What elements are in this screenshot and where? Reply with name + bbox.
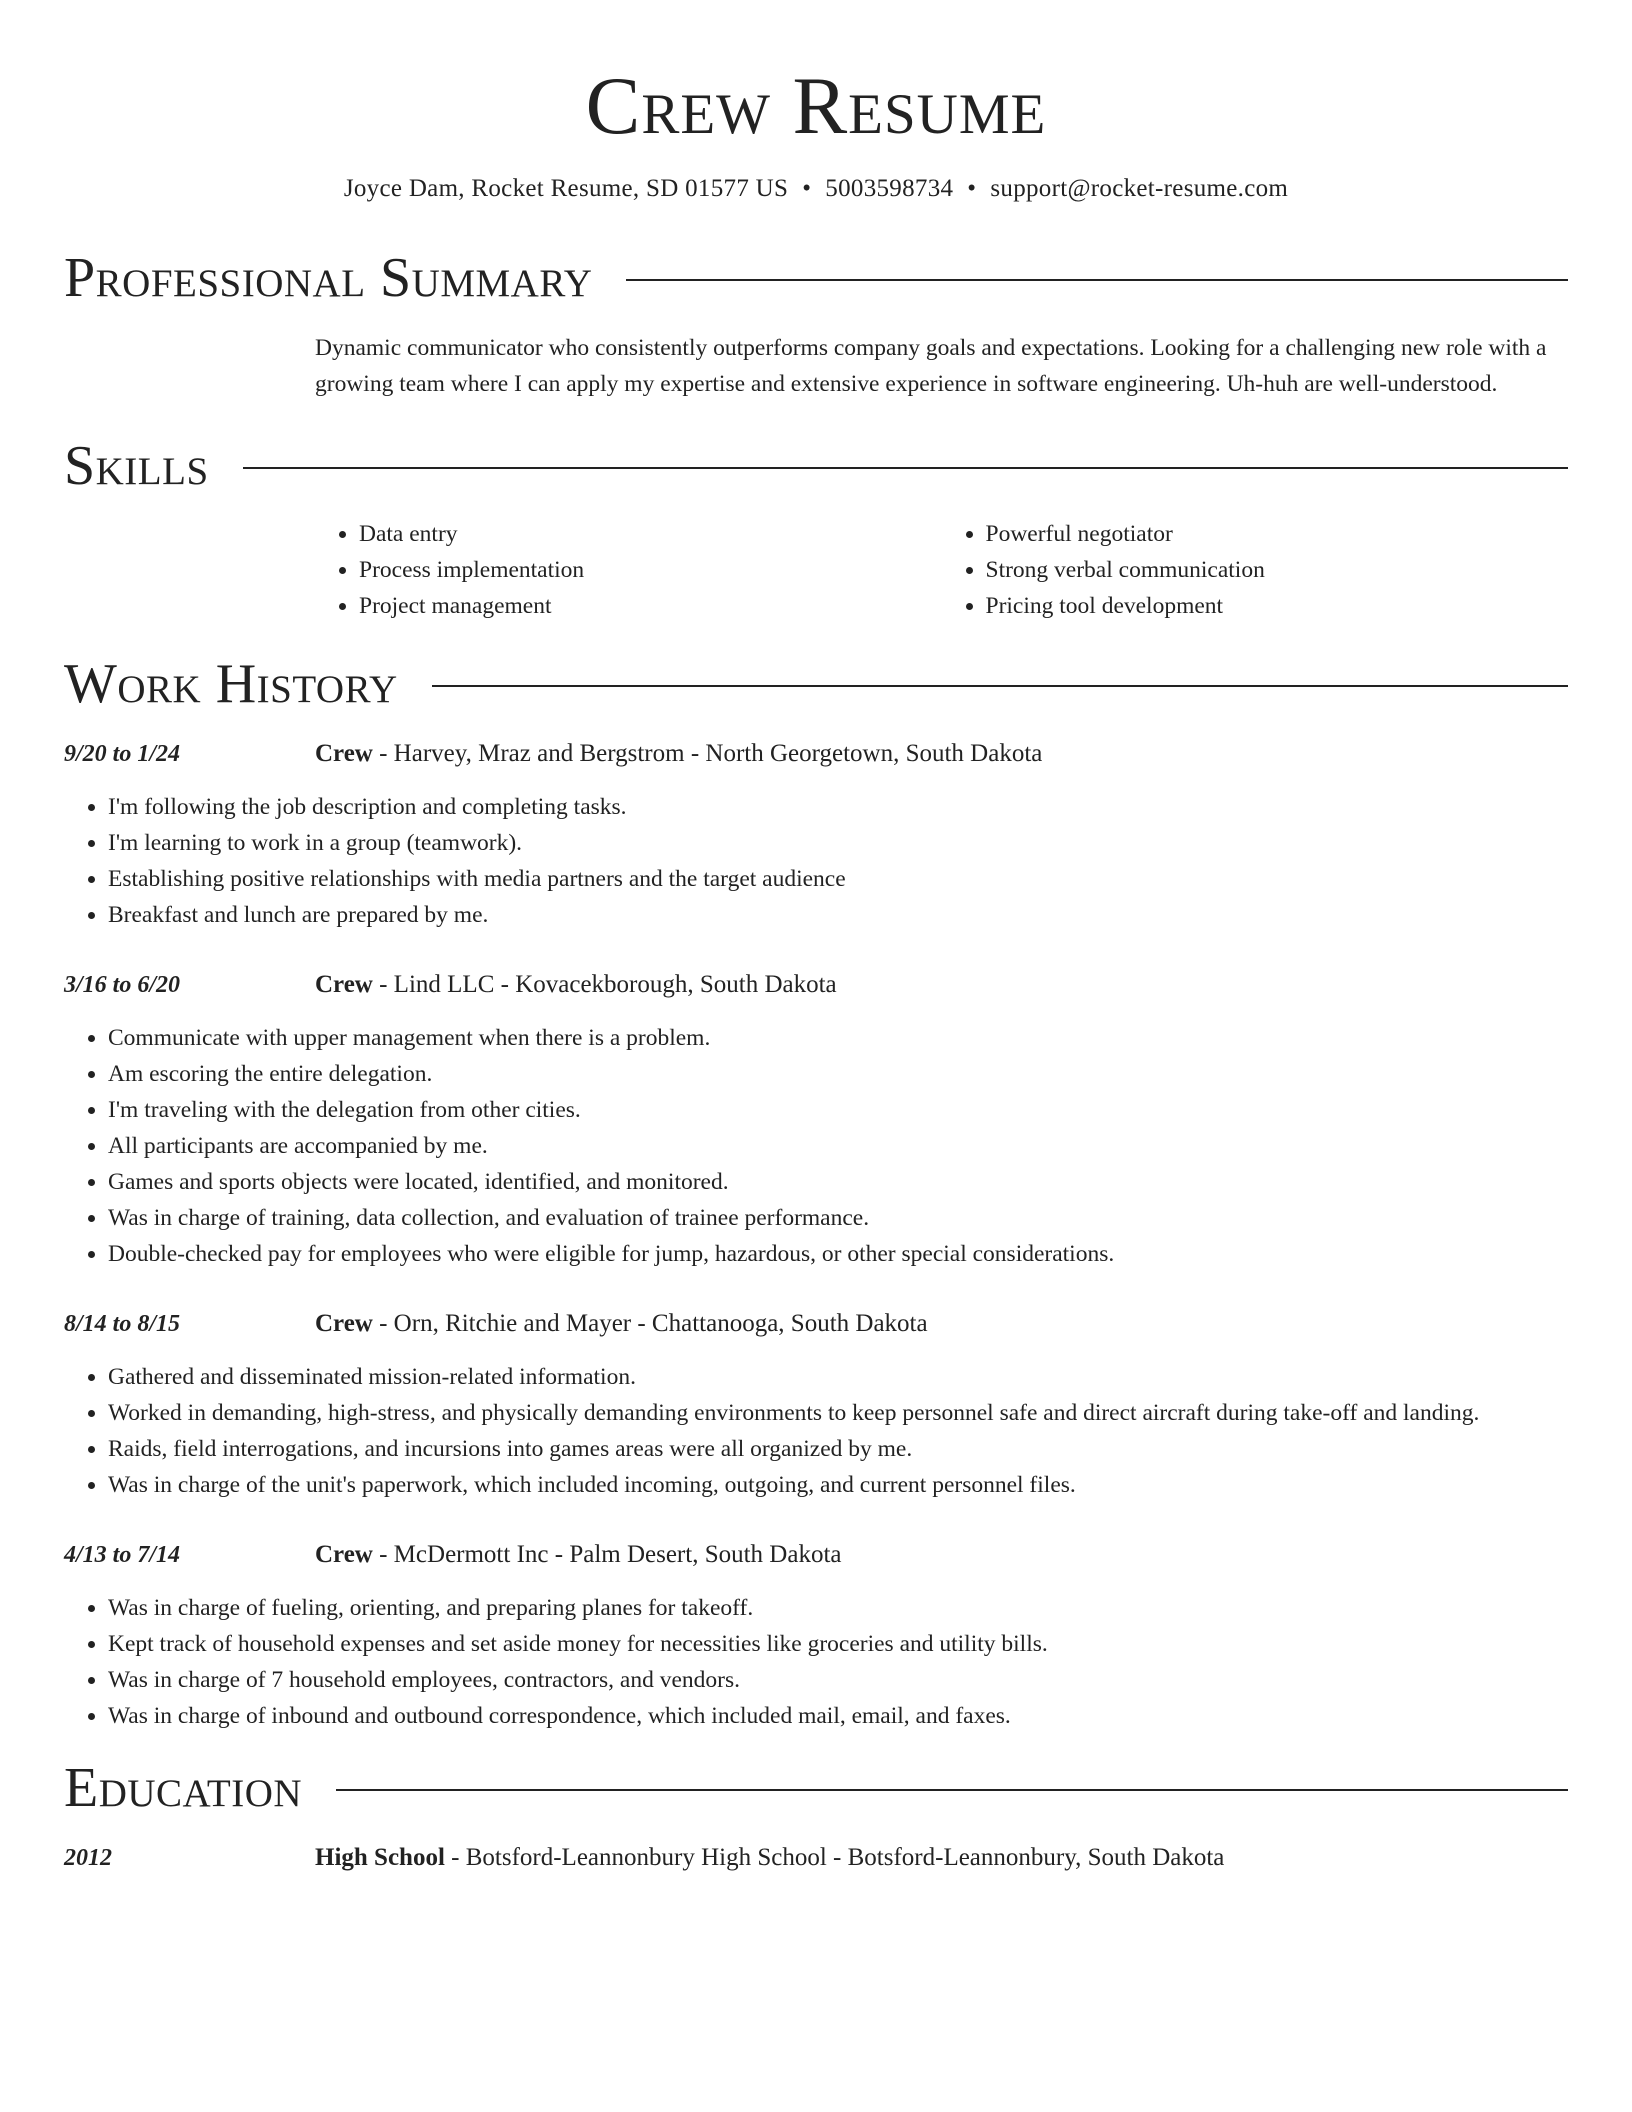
job-bullets <box>64 1359 1568 1503</box>
job-details: - McDermott Inc - Palm Desert, South Dakota <box>372 1541 842 1568</box>
contact-address: Joyce Dam, Rocket Resume, SD 01577 US <box>343 175 789 202</box>
section-divider <box>336 1789 1568 1791</box>
education-title <box>315 1840 1224 1876</box>
section-divider <box>626 279 1568 281</box>
job-header <box>64 967 1568 1003</box>
job-bullet: • Raids, field interrogations, and incursions into games areas were all organized by me. <box>108 1431 1568 1467</box>
education-details: - Botsford-Leannonbury High School - Botsford-Leannonbury, South Dakota <box>444 1844 1225 1871</box>
job-date: 3/16 to 6/20 <box>64 972 181 998</box>
skill-item: • Data entry <box>359 516 942 552</box>
contact-phone: 5003598734 <box>825 175 954 202</box>
job-role: Crew <box>315 740 373 767</box>
education-section-header <box>64 1756 1568 1820</box>
job-bullet: • Double-checked pay for employees who were eligible for jump, hazardous, or other special considerations. <box>108 1236 1568 1272</box>
job-role: Crew <box>315 1310 373 1337</box>
job-bullets <box>64 1020 1568 1272</box>
skills-list <box>315 516 1568 624</box>
job-role: Crew <box>315 971 373 998</box>
job-bullet: • Was in charge of 7 household employees, contractors, and vendors. <box>108 1662 1568 1698</box>
job-bullet: • Communicate with upper management when there is a problem. <box>108 1020 1568 1056</box>
job-title <box>315 1306 928 1342</box>
resume-title: Crew Resume <box>585 60 1047 151</box>
work-heading: Work History <box>64 653 398 715</box>
job-bullet: • Was in charge of training, data collection, and evaluation of trainee performance. <box>108 1200 1568 1236</box>
skills-column-right <box>942 516 1569 624</box>
job-bullet: • I'm traveling with the delegation from other cities. <box>108 1092 1568 1128</box>
job-date: 9/20 to 1/24 <box>64 741 181 767</box>
education-degree: High School <box>315 1844 445 1871</box>
job-bullet: • Am escoring the entire delegation. <box>108 1056 1568 1092</box>
skill-item: • Strong verbal communication <box>986 552 1569 588</box>
job-bullets <box>64 789 1568 933</box>
job-bullet: • I'm following the job description and completing tasks. <box>108 789 1568 825</box>
contact-line <box>64 172 1568 206</box>
job-entry <box>64 1537 1568 1734</box>
contact-separator: • <box>967 175 977 202</box>
section-divider <box>432 685 1568 687</box>
job-bullet: • Was in charge of inbound and outbound correspondence, which included mail, email, and faxes. <box>108 1698 1568 1734</box>
job-header <box>64 1537 1568 1573</box>
job-role: Crew <box>315 1541 373 1568</box>
job-bullet: • Breakfast and lunch are prepared by me. <box>108 897 1568 933</box>
job-header <box>64 736 1568 772</box>
job-details: - Orn, Ritchie and Mayer - Chattanooga, South Dakota <box>372 1310 928 1337</box>
resume-page <box>64 0 1568 1876</box>
job-bullet: • I'm learning to work in a group (teamwork). <box>108 825 1568 861</box>
skills-section-header <box>64 434 1568 498</box>
job-bullet: • Gathered and disseminated mission-related information. <box>108 1359 1568 1395</box>
skills-heading: Skills <box>64 435 209 497</box>
job-date: 4/13 to 7/14 <box>64 1542 181 1568</box>
skill-item: • Powerful negotiator <box>986 516 1569 552</box>
job-header <box>64 1306 1568 1342</box>
job-bullet: • Establishing positive relationships with media partners and the target audience <box>108 861 1568 897</box>
job-title <box>315 736 1042 772</box>
education-heading: Education <box>64 1757 303 1819</box>
job-bullet: • Kept track of household expenses and set aside money for necessities like groceries and utility bills. <box>108 1626 1568 1662</box>
job-entry <box>64 967 1568 1272</box>
work-section-header <box>64 652 1568 716</box>
job-bullet: • Games and sports objects were located, identified, and monitored. <box>108 1164 1568 1200</box>
job-bullet: • All participants are accompanied by me. <box>108 1128 1568 1164</box>
skill-item: • Pricing tool development <box>986 588 1569 624</box>
job-details: - Lind LLC - Kovacekborough, South Dakota <box>372 971 837 998</box>
job-bullet: • Was in charge of the unit's paperwork, which included incoming, outgoing, and current personnel files. <box>108 1467 1568 1503</box>
contact-email: support@rocket-resume.com <box>990 175 1289 202</box>
job-date: 8/14 to 8/15 <box>64 1311 181 1337</box>
job-entry <box>64 1306 1568 1503</box>
job-details: - Harvey, Mraz and Bergstrom - North Georgetown, South Dakota <box>372 740 1043 767</box>
summary-section-header <box>64 246 1568 310</box>
job-bullets <box>64 1590 1568 1734</box>
job-bullet: • Worked in demanding, high-stress, and physically demanding environments to keep personnel safe and direct aircraft during take-off and landing. <box>108 1395 1568 1431</box>
skill-item: • Project management <box>359 588 942 624</box>
job-title <box>315 1537 842 1573</box>
section-divider <box>243 467 1568 469</box>
contact-separator: • <box>802 175 812 202</box>
education-entry <box>64 1840 1568 1876</box>
skills-column-left <box>315 516 942 624</box>
job-entry <box>64 736 1568 933</box>
job-title <box>315 967 837 1003</box>
summary-heading: Professional Summary <box>64 247 593 309</box>
summary-text: Dynamic communicator who consistently outperforms company goals and expectations. Looking for a challenging new role with a growing team where I can apply my expertise and extensive experience in software engineering. Uh-huh are well-understood. <box>315 335 1547 397</box>
education-date: 2012 <box>64 1845 112 1871</box>
job-bullet: • Was in charge of fueling, orienting, and preparing planes for takeoff. <box>108 1590 1568 1626</box>
skill-item: • Process implementation <box>359 552 942 588</box>
